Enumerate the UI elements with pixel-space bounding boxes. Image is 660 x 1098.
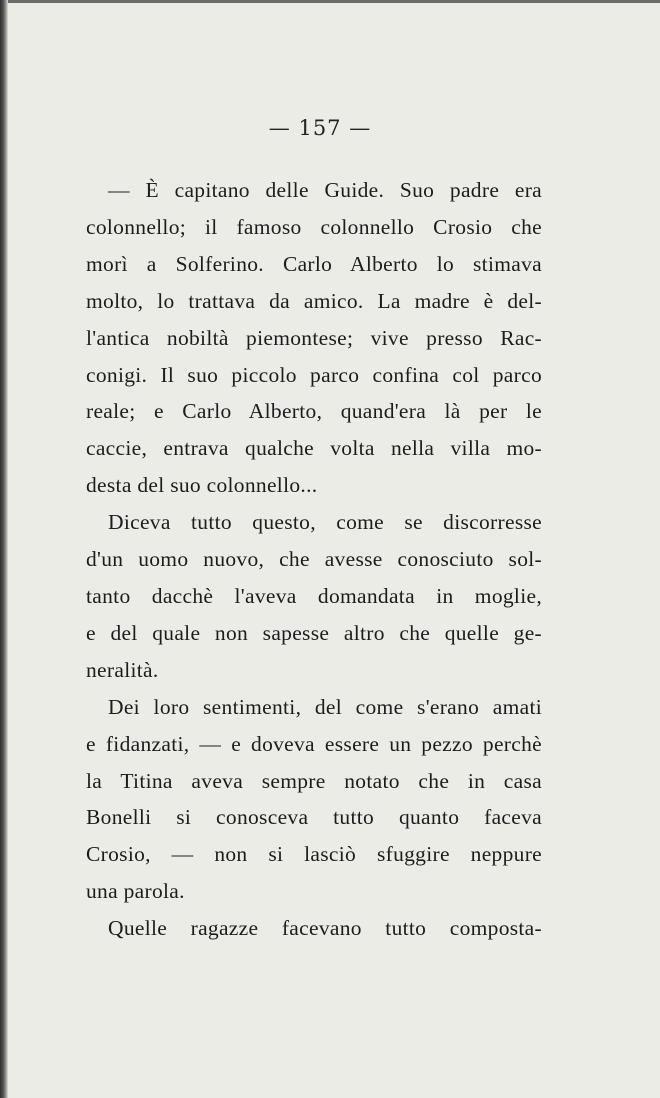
text-line: morì a Solferino. Carlo Alberto lo stimava [86, 251, 542, 276]
text-line: conigi. Il suo piccolo parco confina col parco [86, 362, 542, 387]
text-line: una parola. [86, 879, 185, 904]
text-line: Diceva tutto questo, come se discorresse [108, 510, 542, 535]
text-line: reale; e Carlo Alberto, quand'era là per le [86, 399, 542, 424]
page-top-edge [0, 0, 660, 3]
text-line: Dei loro sentimenti, del come s'erano amati [108, 694, 542, 719]
text-line: d'un uomo nuovo, che avesse conosciuto sol- [86, 547, 542, 572]
text-line: Crosio, — non si lasciò sfuggire neppure [86, 842, 542, 867]
page-number: — 157 — [268, 116, 372, 140]
text-line: molto, lo trattava da amico. La madre è del- [86, 288, 542, 313]
page-spine-edge [0, 0, 8, 1098]
text-line: — È capitano delle Guide. Suo padre era [108, 178, 542, 202]
text-line: e fidanzati, — e doveva essere un pezzo perchè [86, 731, 542, 756]
text-line: tanto dacchè l'aveva domandata in moglie, [86, 583, 542, 608]
text-line: desta del suo colonnello... [86, 473, 318, 498]
body-text [86, 172, 542, 947]
text-line: e del quale non sapesse altro che quelle ge- [86, 620, 542, 645]
text-line: Bonelli si conosceva tutto quanto faceva [86, 805, 542, 830]
text-line: colonnello; il famoso colonnello Crosio che [86, 214, 542, 239]
text-line: caccie, entrava qualche volta nella villa mo- [86, 436, 542, 461]
text-line: l'antica nobiltà piemontese; vive presso Rac- [86, 325, 542, 350]
text-line: neralità. [86, 657, 159, 682]
text-line: la Titina aveva sempre notato che in casa [86, 768, 542, 793]
text-line: Quelle ragazze facevano tutto composta- [108, 916, 542, 941]
